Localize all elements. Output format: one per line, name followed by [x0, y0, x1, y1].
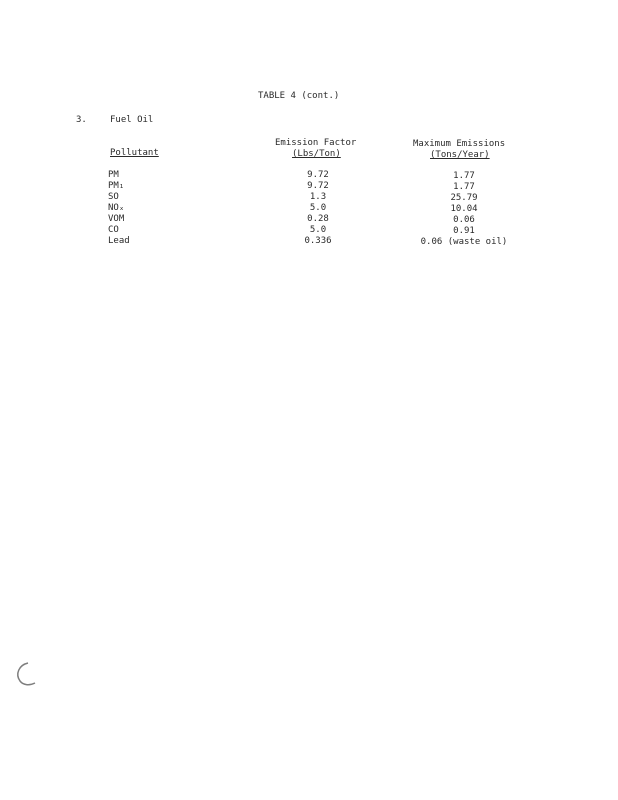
table-row-factor: 0.336: [304, 236, 332, 246]
table-row-factor: 5.0: [309, 225, 327, 235]
table-row-factor: 5.0: [309, 203, 327, 213]
max-emissions-unit: (Tons/Year): [430, 150, 490, 160]
table-row-factor: 9.72: [307, 181, 329, 191]
table-row-pollutant: Lead: [108, 236, 130, 246]
table-row-factor: 9.72: [307, 170, 329, 180]
max-emissions-header: Maximum Emissions: [413, 139, 506, 149]
pollutant-header: Pollutant: [110, 148, 159, 158]
table-row-pollutant: NOₓ: [108, 203, 125, 213]
table-row-max: 10.04: [450, 204, 478, 214]
table-row-max: 1.77: [453, 182, 475, 192]
table-title: TABLE 4 (cont.): [258, 91, 340, 101]
table-row-max: 0.06 (waste oil): [420, 237, 508, 247]
scan-artifact-icon: [12, 660, 40, 688]
table-row-factor: 0.28: [307, 214, 329, 224]
table-row-max: 0.06: [453, 215, 475, 225]
table-row-pollutant: VOM: [108, 214, 125, 224]
table-row-pollutant: SO: [108, 192, 119, 202]
table-row-factor: 1.3: [309, 192, 327, 202]
emission-factor-header: Emission Factor: [275, 138, 357, 148]
table-row-pollutant: CO: [108, 225, 119, 235]
table-row-pollutant: PM₁: [108, 181, 125, 191]
emission-factor-unit: (Lbs/Ton): [292, 149, 341, 159]
table-row-pollutant: PM: [108, 170, 119, 180]
table-row-max: 0.91: [453, 226, 475, 236]
section-title: Fuel Oil: [110, 115, 154, 125]
table-row-max: 1.77: [453, 171, 475, 181]
table-row-max: 25.79: [450, 193, 478, 203]
section-number: 3.: [76, 115, 87, 125]
